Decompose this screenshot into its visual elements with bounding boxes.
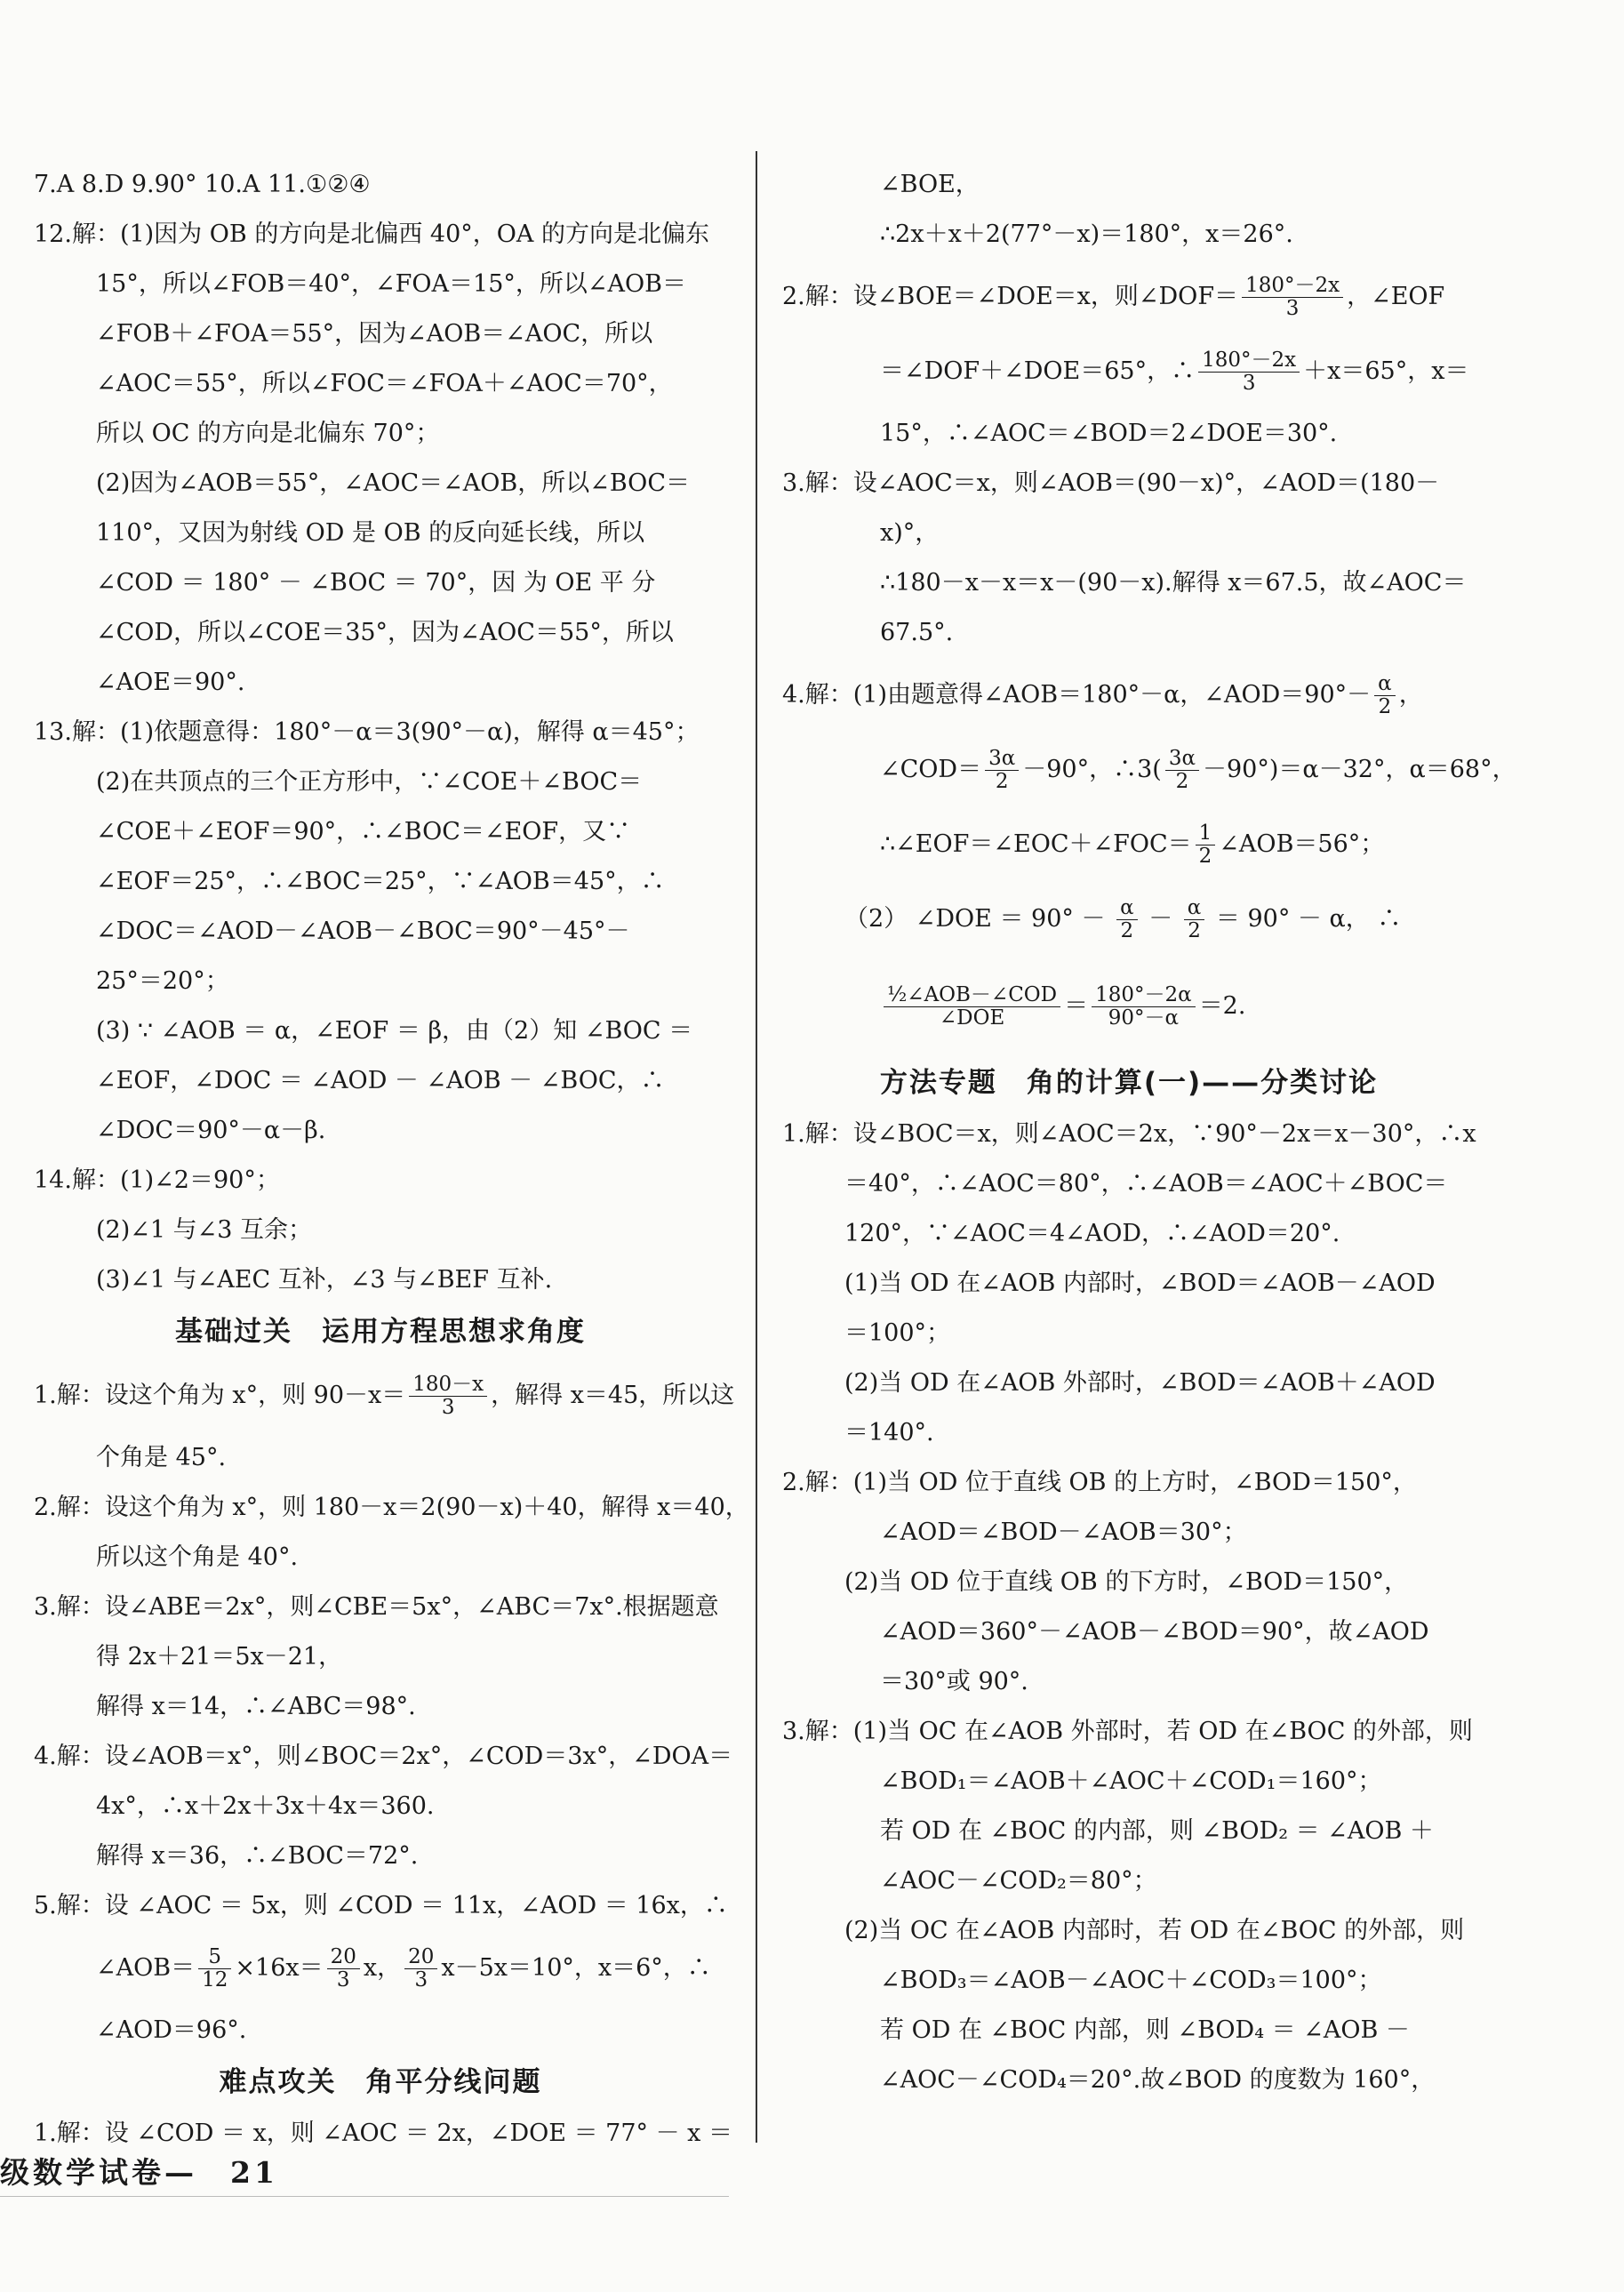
text-line: 2.解：(1)当 OD 位于直线 OB 的上方时，∠BOD＝150°， — [782, 1469, 1417, 1496]
text-line: 120°，∵∠AOC＝4∠AOD，∴∠AOD＝20°. — [844, 1220, 1340, 1247]
text-span: x－5x＝10°，x＝6°，∴ — [441, 1954, 711, 1982]
text-span: ＝ 90° － α， ∴ — [1208, 905, 1402, 933]
section-heading: 基础过关 运用方程思想求角度 — [175, 1316, 586, 1348]
text-line: ＝30°或 90°. — [880, 1668, 1028, 1695]
text-line: 110°，又因为射线 OD 是 OB 的反向延长线，所以 — [96, 519, 645, 547]
denominator: 12 — [202, 1968, 228, 1991]
denominator: 2 — [1378, 695, 1392, 718]
text-line: 67.5°. — [880, 619, 954, 646]
text-line: ∠AOC－∠COD₄＝20°.故∠BOD 的度数为 160°， — [880, 2066, 1436, 2094]
text-line: ∠AOD＝∠BOD－∠AOB＝30°； — [880, 1519, 1247, 1546]
page-footer: 级数学试卷— 21 — [0, 2155, 278, 2190]
numerator: 180－x — [409, 1374, 487, 1397]
text-line: ∴2x＋x＋2(77°－x)＝180°，x＝26°. — [880, 220, 1293, 248]
denominator: 2 — [995, 770, 1009, 793]
text-span: ＝ — [1064, 992, 1089, 1020]
denominator: 3 — [414, 1968, 428, 1991]
text-line: ∠AOE＝90°. — [96, 669, 245, 696]
text-line: 解得 x＝14，∴∠ABC＝98°. — [96, 1693, 416, 1720]
text-line: ＝140°. — [844, 1419, 934, 1447]
text-line: 25°＝20°； — [96, 967, 229, 995]
text-line: 3.解：设∠AOC＝x，则∠AOB＝(90－x)°，∠AOD＝(180－ — [782, 469, 1440, 497]
numerator: ½∠AOB－∠COD — [884, 984, 1060, 1007]
fraction — [1198, 349, 1300, 395]
text-line: ∠AOC＝55°，所以∠FOC＝∠FOA＋∠AOC＝70°， — [96, 370, 673, 397]
text-line: ∠AOC－∠COD₂＝80°； — [880, 1867, 1157, 1895]
fraction — [1184, 897, 1205, 942]
text-line: ∴180－x－x＝x－(90－x).解得 x＝67.5，故∠AOC＝ — [880, 569, 1467, 597]
text-line: 7.A 8.D 9.90° 10.A 11.①②④ — [34, 171, 371, 198]
text-span: ＝∠DOF＋∠DOE＝65°，∴ — [880, 357, 1196, 385]
fraction — [198, 1946, 231, 1991]
text-line: 15°，∴∠AOC＝∠BOD＝2∠DOE＝30°. — [880, 420, 1338, 447]
text-line: ∠BOD₃＝∠AOB－∠AOC＋∠COD₃＝100°； — [880, 1967, 1382, 1994]
text-span: －90°)＝α－32°，α＝68°， — [1203, 756, 1516, 783]
text-span: 1.解：设这个角为 x°，则 90－x＝ — [34, 1382, 406, 1409]
text-span: ， — [1398, 681, 1423, 709]
text-line: (2)当 OD 在∠AOB 外部时，∠BOD＝∠AOB＋∠AOD — [844, 1369, 1436, 1397]
fraction — [409, 1374, 487, 1419]
denominator: 2 — [1198, 845, 1212, 868]
footer-rule — [0, 2196, 729, 2197]
text-line: 所以这个角是 40°. — [96, 1543, 299, 1571]
denominator: 3 — [336, 1968, 350, 1991]
text-line: (3)∠1 与∠AEC 互补，∠3 与∠BEF 互补. — [96, 1266, 553, 1294]
text-line: 2.解：设这个角为 x°，则 180－x＝2(90－x)＋40，解得 x＝40， — [34, 1494, 749, 1521]
numerator: 20 — [404, 1946, 437, 1969]
text-span: ＝2. — [1198, 992, 1246, 1020]
fraction — [985, 748, 1019, 793]
text-line — [782, 882, 1476, 957]
numerator: 180°－2x — [1242, 275, 1343, 298]
text-line: ∠EOF＝25°，∴∠BOC＝25°，∵∠AOB＝45°，∴ — [96, 868, 665, 895]
text-line: ∠AOD＝96°. — [96, 2016, 247, 2044]
fraction — [1116, 897, 1138, 942]
text-line: ∠BOD₁＝∠AOB＋∠AOC＋∠COD₁＝160°； — [880, 1767, 1382, 1795]
text-span: ∴∠EOF＝∠EOC＋∠FOC＝ — [880, 830, 1192, 858]
text-line — [782, 957, 1476, 1056]
text-span: ∠AOB＝56°； — [1219, 830, 1385, 858]
denominator: 2 — [1175, 770, 1189, 793]
text-line: 1.解：设 ∠COD ＝ x，则 ∠AOC ＝ 2x，∠DOE ＝ 77° － x ＝ — [34, 2120, 732, 2147]
text-span: 2.解：设∠BOE＝∠DOE＝x，则∠DOF＝ — [782, 283, 1239, 310]
text-line: 解得 x＝36，∴∠BOC＝72°. — [96, 1842, 419, 1870]
numerator: α — [1374, 673, 1396, 696]
section-heading: 难点攻关 角平分线问题 — [219, 2066, 542, 2098]
text-span: x， — [363, 1954, 402, 1982]
text-line: 13.解：(1)依题意得：180°－α＝3(90°－α)，解得 α＝45°； — [34, 718, 700, 746]
text-line: ∠EOF，∠DOC ＝ ∠AOD － ∠AOB － ∠BOC，∴ — [96, 1067, 665, 1094]
text-line: 14.解：(1)∠2＝90°； — [34, 1166, 280, 1194]
text-line — [34, 1358, 735, 1433]
fraction — [1092, 984, 1196, 1030]
text-line: (2)当 OD 位于直线 OB 的下方时，∠BOD＝150°， — [844, 1568, 1409, 1596]
denominator: 2 — [1120, 919, 1134, 942]
text-line: ＝100°； — [844, 1319, 951, 1347]
text-line: 若 OD 在 ∠BOC 的内部，则 ∠BOD₂ ＝ ∠AOB ＋ — [880, 1817, 1434, 1845]
text-line: 4x°，∴x＋2x＋3x＋4x＝360. — [96, 1792, 435, 1820]
text-span: － — [1140, 905, 1180, 933]
text-line: 5.解：设 ∠AOC ＝ 5x，则 ∠COD ＝ 11x，∠AOD ＝ 16x，∴ — [34, 1892, 728, 1919]
numerator: 5 — [198, 1946, 231, 1969]
denominator: 3 — [1285, 297, 1300, 320]
text-span: ，解得 x＝45，所以这 — [491, 1382, 735, 1409]
text-span: ×16x＝ — [235, 1954, 324, 1982]
text-line: (2)∠1 与∠3 互余； — [96, 1216, 313, 1244]
denominator: 3 — [441, 1396, 455, 1419]
numerator: 1 — [1196, 822, 1216, 845]
right-column — [782, 160, 1516, 2105]
numerator: α — [1184, 897, 1205, 920]
text-span: 4.解：(1)由题意得∠AOB＝180°－α，∠AOD＝90°－ — [782, 681, 1372, 709]
numerator: α — [1116, 897, 1138, 920]
denominator: 3 — [1242, 372, 1256, 395]
text-line: ∠DOC＝∠AOD－∠AOB－∠BOC＝90°－45°－ — [96, 918, 630, 945]
fraction — [1242, 275, 1343, 320]
numerator: 3α — [985, 748, 1019, 771]
numerator: 180°－2x — [1198, 349, 1300, 373]
left-column — [34, 160, 749, 2159]
fraction — [884, 984, 1060, 1030]
text-line: (2)因为∠AOB＝55°，∠AOC＝∠AOB，所以∠BOC＝ — [96, 469, 690, 497]
fraction — [1196, 822, 1216, 868]
text-line: 若 OD 在 ∠BOC 内部，则 ∠BOD₄ ＝ ∠AOB － — [880, 2016, 1410, 2044]
text-line: 4.解：设∠AOB＝x°，则∠BOC＝2x°，∠COD＝3x°，∠DOA＝ — [34, 1743, 733, 1770]
text-span: －90°，∴3( — [1022, 756, 1162, 783]
text-line — [782, 658, 1476, 733]
text-span: ∠COD＝ — [880, 756, 982, 783]
text-line: (2)在共顶点的三个正方形中，∵∠COE＋∠BOC＝ — [96, 768, 643, 796]
text-line: ∠DOC＝90°－α－β. — [96, 1117, 326, 1144]
text-line: (3) ∵ ∠AOB ＝ α，∠EOF ＝ β，由（2）知 ∠BOC ＝ — [96, 1017, 693, 1045]
denominator: 90°－α — [1108, 1006, 1180, 1030]
text-line: 得 2x＋21＝5x－21， — [96, 1643, 343, 1671]
numerator: 180°－2α — [1092, 984, 1196, 1007]
numerator: 20 — [327, 1946, 360, 1969]
text-line: 3.解：(1)当 OC 在∠AOB 外部时，若 OD 在∠BOC 的外部，则 — [782, 1718, 1473, 1745]
text-line: (2)当 OC 在∠AOB 内部时，若 OD 在∠BOC 的外部，则 — [844, 1917, 1465, 1944]
text-line: ∠COD，所以∠COE＝35°，因为∠AOC＝55°，所以 — [96, 619, 674, 646]
text-line: ∠FOB＋∠FOA＝55°，因为∠AOB＝∠AOC，所以 — [96, 320, 653, 348]
fraction — [1165, 748, 1199, 793]
text-line: 所以 OC 的方向是北偏东 70°； — [96, 420, 440, 447]
text-line — [34, 1931, 727, 2006]
text-line: 15°，所以∠FOB＝40°，∠FOA＝15°，所以∠AOB＝ — [96, 270, 686, 298]
text-line: 1.解：设∠BOC＝x，则∠AOC＝2x，∵90°－2x＝x－30°，∴x — [782, 1120, 1476, 1148]
text-span: ∠AOB＝ — [96, 1954, 196, 1982]
fraction — [327, 1946, 360, 1991]
text-span: （2） ∠DOE ＝ 90° － — [844, 905, 1114, 933]
text-line: (1)当 OD 在∠AOB 内部时，∠BOD＝∠AOB－∠AOD — [844, 1270, 1436, 1297]
text-line: ∠AOD＝360°－∠AOB－∠BOD＝90°，故∠AOD — [880, 1618, 1429, 1646]
text-line: 12.解：(1)因为 OB 的方向是北偏西 40°，OA 的方向是北偏东 — [34, 220, 709, 248]
column-divider — [756, 151, 757, 2143]
text-line — [782, 733, 1516, 807]
text-span: ＋x＝65°，x＝ — [1303, 357, 1469, 385]
fraction — [404, 1946, 437, 1991]
text-line: x)°， — [880, 519, 940, 547]
text-span: ，∠EOF — [1347, 283, 1445, 310]
text-line: 个角是 45°. — [96, 1444, 227, 1471]
fraction — [1374, 673, 1396, 718]
denominator: 2 — [1188, 919, 1201, 942]
text-line: ∠COE＋∠EOF＝90°，∴∠BOC＝∠EOF，又∵ — [96, 818, 631, 845]
section-heading: 方法专题 角的计算(一)——分类讨论 — [879, 1067, 1379, 1099]
text-line — [782, 334, 1476, 409]
text-line — [782, 260, 1476, 334]
text-line: 3.解：设∠ABE＝2x°，则∠CBE＝5x°，∠ABC＝7x°.根据题意 — [34, 1593, 719, 1621]
numerator: 3α — [1165, 748, 1199, 771]
text-line — [782, 807, 1476, 882]
denominator: ∠DOE — [939, 1006, 1005, 1030]
text-line: ＝40°，∴∠AOC＝80°，∴∠AOB＝∠AOC＋∠BOC＝ — [844, 1170, 1448, 1198]
text-line: ∠COD ＝ 180° － ∠BOC ＝ 70°，因 为 OE 平 分 — [96, 569, 656, 597]
text-line: ∠BOE， — [880, 171, 980, 198]
